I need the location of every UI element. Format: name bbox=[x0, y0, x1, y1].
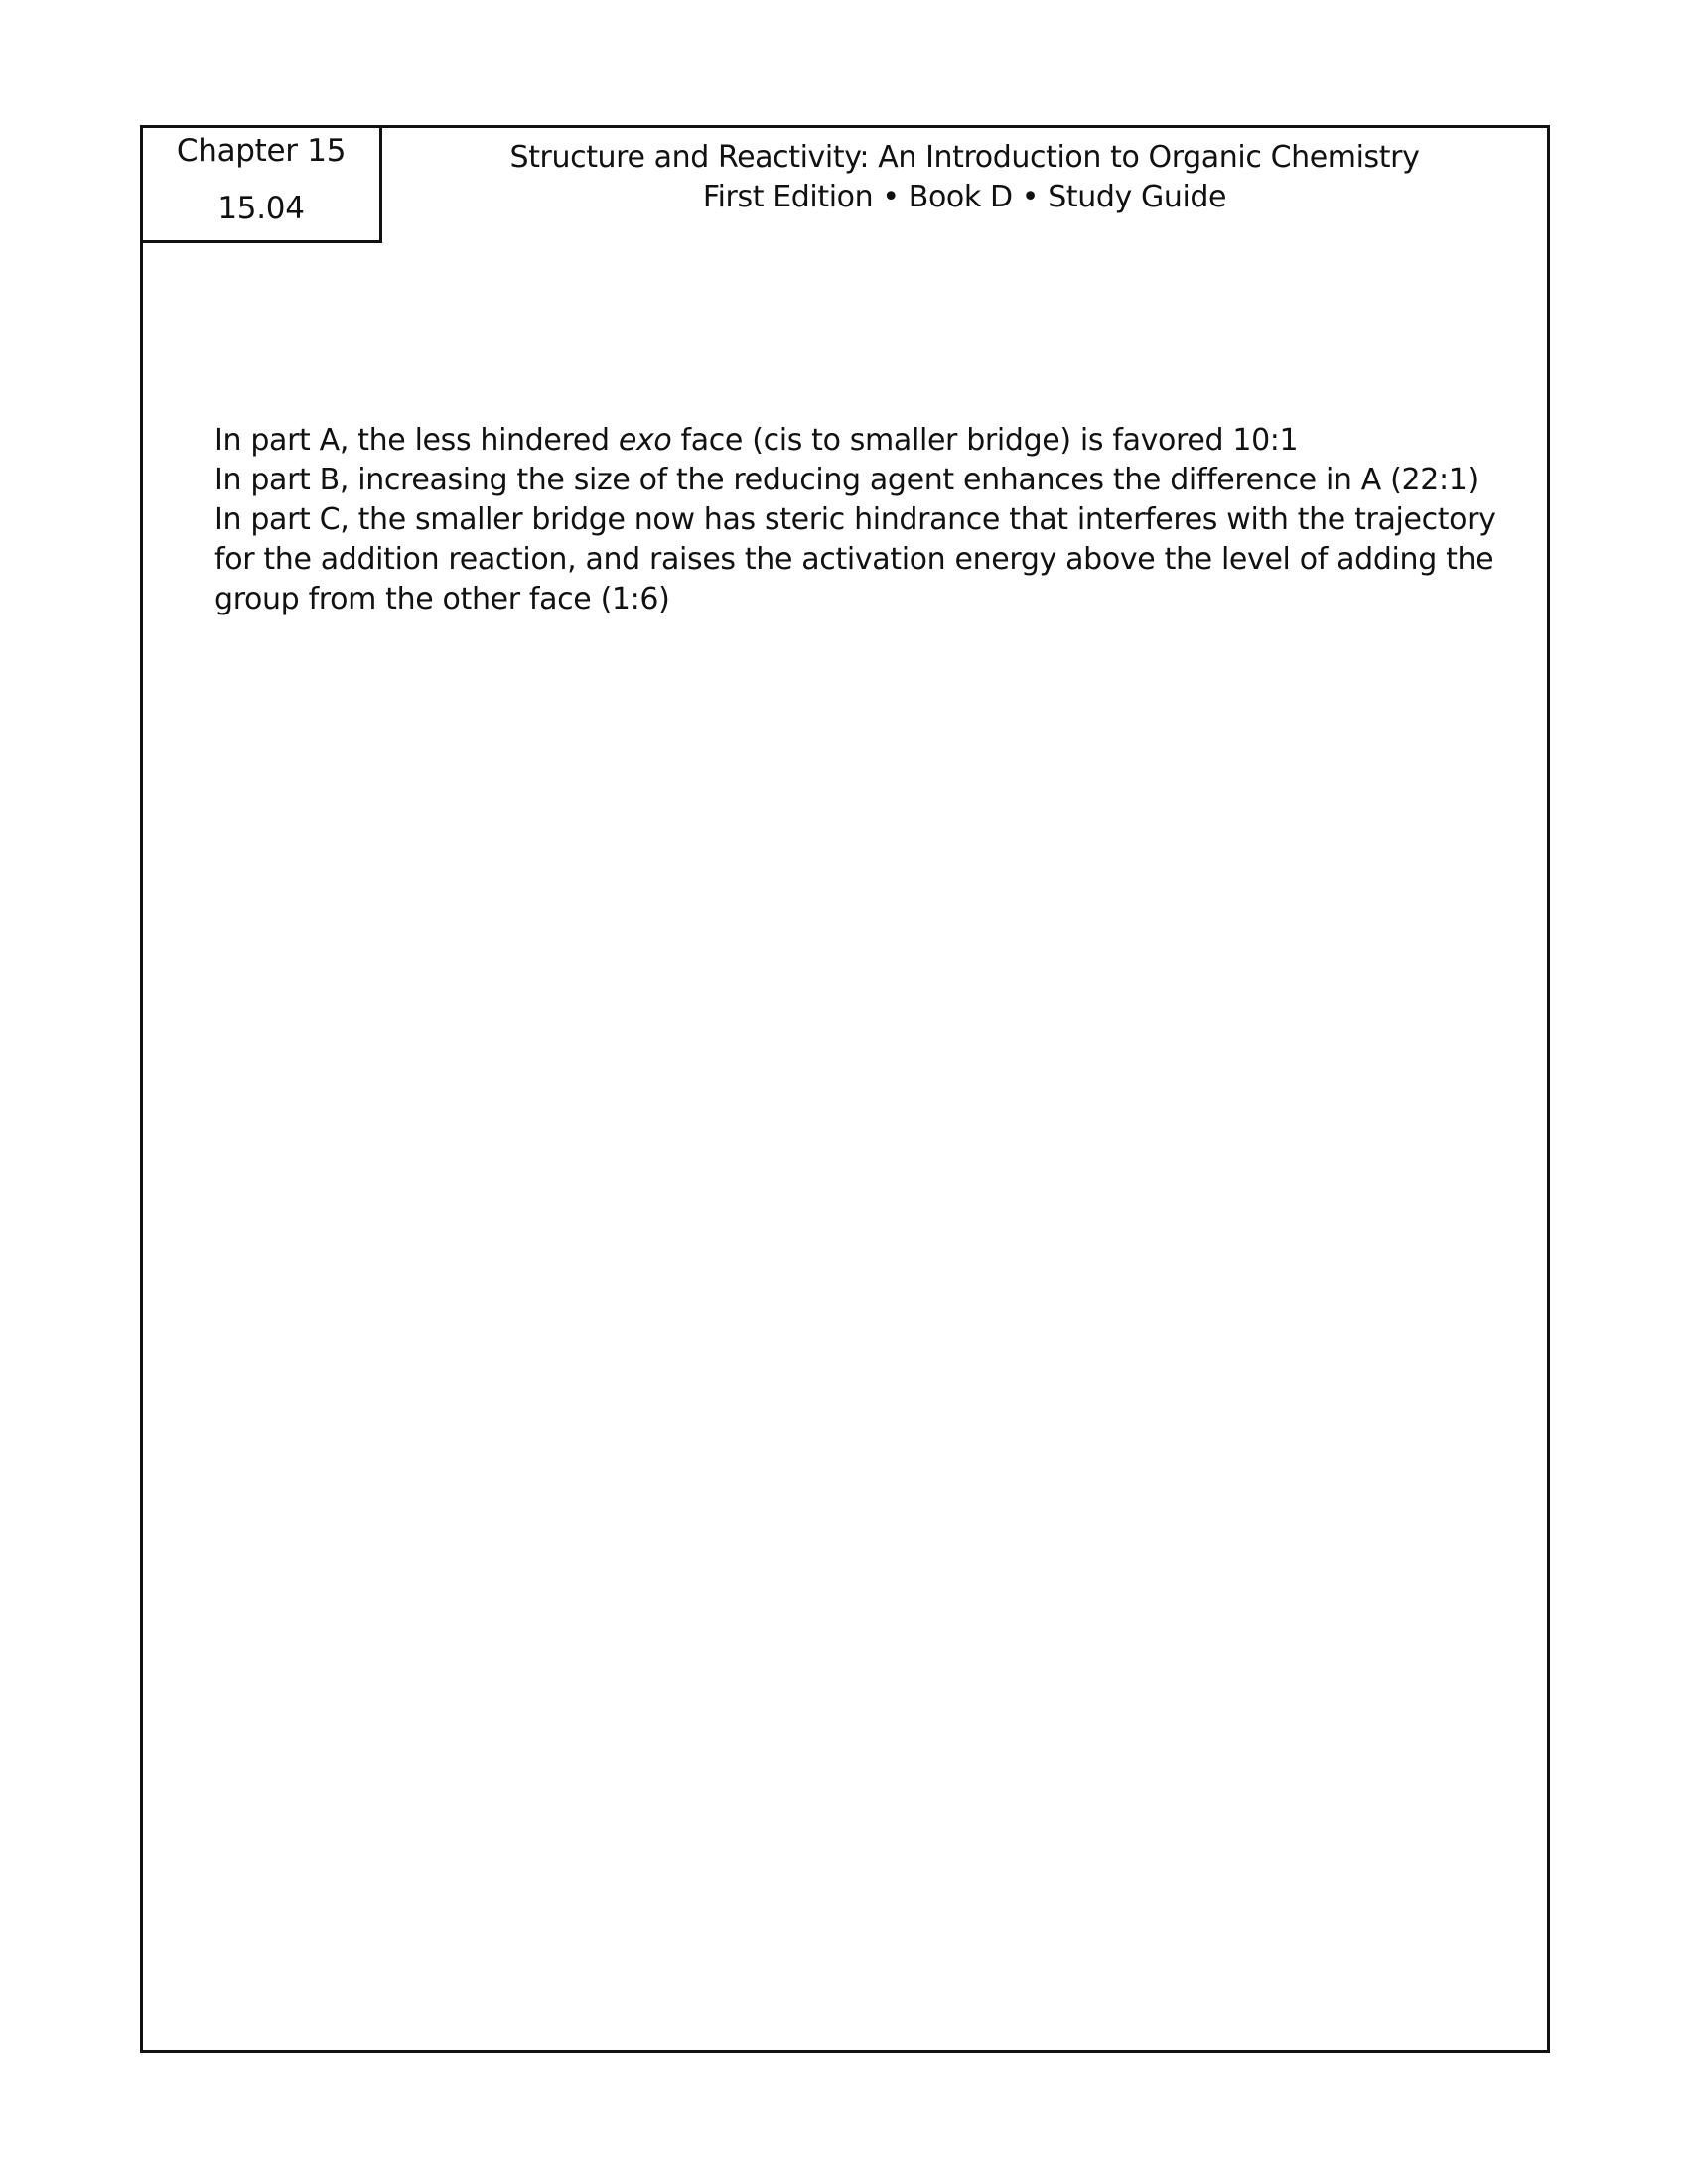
part-c-line-1: In part C, the smaller bridge now has steric hindrance that interferes with the trajectory bbox=[214, 502, 1496, 537]
part-a-after: face (cis to smaller bridge) is favored 10:1 bbox=[671, 423, 1299, 458]
answer-text bbox=[214, 421, 1505, 619]
part-c-line-3: group from the other face (1:6) bbox=[214, 582, 670, 616]
book-subtitle: First Edition • Book D • Study Guide bbox=[702, 180, 1227, 214]
section-number: 15.04 bbox=[217, 191, 305, 226]
part-c-line-2: for the addition reaction, and raises the activation energy above the level of adding the bbox=[214, 542, 1494, 577]
part-a-text bbox=[214, 421, 1505, 461]
book-header bbox=[382, 138, 1547, 217]
part-b-text: In part B, increasing the size of the reducing agent enhances the difference in A (22:1) bbox=[214, 463, 1478, 497]
part-a-before: In part A, the less hindered bbox=[214, 423, 619, 458]
exo-term: exo bbox=[618, 423, 672, 458]
book-title: Structure and Reactivity: An Introduction to Organic Chemistry bbox=[509, 140, 1420, 175]
chapter-box bbox=[140, 125, 382, 243]
chapter-label: Chapter 15 bbox=[176, 133, 347, 169]
page-frame bbox=[140, 125, 1550, 2053]
